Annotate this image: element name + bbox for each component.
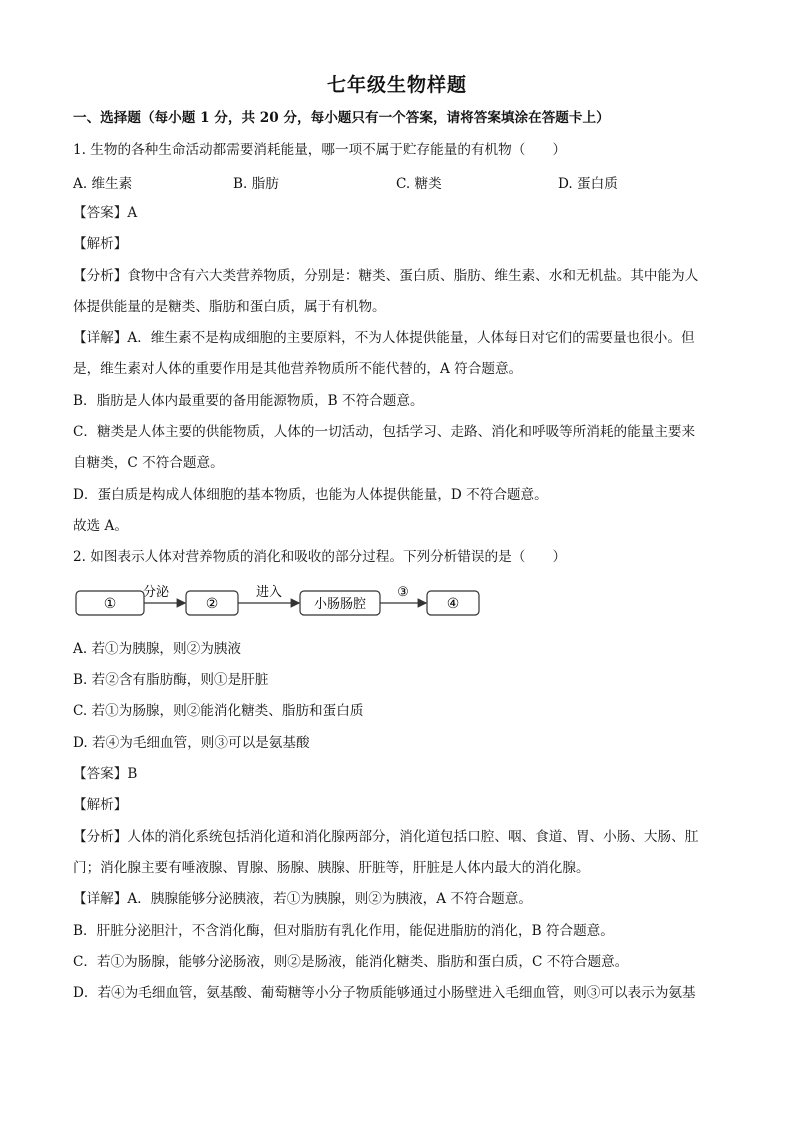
- explanation-line: B．肝脏分泌胆汁，不含消化酶，但对脂肪有乳化作用，能促进脂肪的消化，B 符合题意。: [73, 923, 614, 939]
- explanation-line: D．若④为毛细血管，氨基酸、葡萄糖等小分子物质能够通过小肠壁进入毛细血管，则③可以表示为氨基: [73, 985, 696, 1001]
- flow-box-1-label: ①: [103, 596, 117, 612]
- explanation-line: 门；消化腺主要有唾液腺、胃腺、肠腺、胰腺、肝脏等，肝脏是人体内最大的消化腺。: [73, 860, 590, 876]
- analysis-label: 【解析】: [73, 797, 128, 813]
- explanation-line: 【详解】A．维生素不是构成细胞的主要原料，不为人体提供能量，人体每日对它们的需要量也很小。但: [73, 330, 695, 346]
- conclusion-line: 故选 A。: [73, 518, 128, 534]
- section-heading: 一、选择题（每小题 1 分，共 20 分，每小题只有一个答案，请将答案填涂在答题卡上）: [73, 110, 610, 126]
- explanation-line: 【详解】A．胰腺能够分泌胰液，若①为胰腺，则②为胰液，A 不符合题意。: [73, 891, 532, 907]
- explanation-line: C．若①为肠腺，能够分泌肠液，则②是肠液，能消化糖类、脂肪和蛋白质，C 不符合题意。: [73, 954, 629, 970]
- question-1-stem: 1. 生物的各种生命活动都需要消耗能量，哪一项不属于贮存能量的有机物（ ）: [73, 142, 567, 158]
- option-d: D. 若④为毛细血管，则③可以是氨基酸: [73, 735, 310, 751]
- option-c: C. 若①为肠腺，则②能消化糖类、脂肪和蛋白质: [73, 703, 364, 719]
- process-flow-diagram: [73, 583, 493, 623]
- flow-box-2-label: ②: [205, 596, 219, 612]
- explanation-line: 是，维生素对人体的重要作用是其他营养物质所不能代替的，A 符合题意。: [73, 361, 523, 377]
- explanation-line: 【分析】食物中含有六大类营养物质，分别是：糖类、蛋白质、脂肪、维生素、水和无机盐。其中能为人: [73, 268, 699, 284]
- explanation-line: B．脂肪是人体内最重要的备用能源物质，B 不符合题意。: [73, 393, 424, 409]
- explanation-line: D．蛋白质是构成人体细胞的基本物质，也能为人体提供能量，D 不符合题意。: [73, 487, 548, 503]
- explanation-line: 自糖类，C 不符合题意。: [73, 455, 224, 471]
- explanation-line: 体提供能量的是糖类、脂肪和蛋白质，属于有机物。: [73, 299, 386, 315]
- option-a: A. 若①为胰腺，则②为胰液: [73, 641, 241, 657]
- option-d: D. 蛋白质: [558, 176, 618, 192]
- flow-arrow-3-label: ③: [397, 585, 409, 600]
- flow-box-3-label: 小肠肠腔: [313, 597, 367, 612]
- flow-arrow-1-label: 分泌: [142, 585, 170, 600]
- flow-arrow-2-label: 进入: [255, 585, 283, 600]
- analysis-label: 【解析】: [73, 236, 128, 252]
- option-a: A. 维生素: [73, 176, 133, 192]
- page-title: 七年级生物样题: [326, 74, 467, 96]
- explanation-line: 【分析】人体的消化系统包括消化道和消化腺两部分，消化道包括口腔、咽、食道、胃、小肠、大肠、肛: [73, 829, 699, 845]
- option-c: C. 糖类: [396, 176, 442, 192]
- question-1-options: [73, 172, 733, 192]
- answer-label: 【答案】A: [73, 205, 138, 221]
- explanation-line: C．糖类是人体主要的供能物质，人体的一切活动，包括学习、走路、消化和呼吸等所消耗的能量主要来: [73, 424, 696, 440]
- option-b: B. 脂肪: [233, 176, 279, 192]
- flow-box-4-label: ④: [446, 596, 460, 612]
- option-b: B. 若②含有脂肪酶，则①是肝脏: [73, 672, 269, 688]
- question-2-stem: 2. 如图表示人体对营养物质的消化和吸收的部分过程。下列分析错误的是（ ）: [73, 549, 567, 565]
- answer-label: 【答案】B: [73, 766, 138, 782]
